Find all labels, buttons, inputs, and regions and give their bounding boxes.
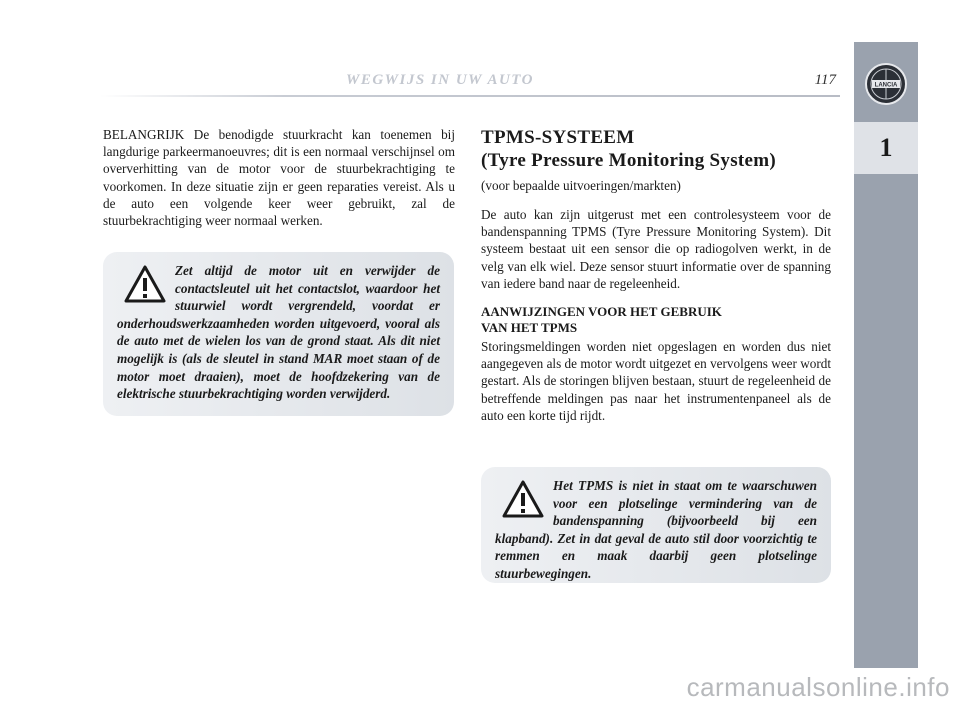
section-title xyxy=(481,126,831,172)
usage-heading-line1: AANWIJZINGEN VOOR HET GEBRUIK xyxy=(481,304,722,320)
tpms-description-paragraph: De auto kan zijn uitgerust met een controlesysteem voor de bandenspanning TPMS (Tyre Pressure Monitoring System). Dit systeem bestaat uit een sensor die op radiogolven werkt, in de velg van elk wiel. Deze sensor stuurt informatie over de spanning van iedere band naar de regeleenheid. xyxy=(481,207,831,291)
usage-instructions-paragraph: Storingsmeldingen worden niet opgeslagen en worden dus niet aangegeven als de motor wordt uitgezet en vervolgens weer wordt gestart. Als de storingen blijven bestaan, stuurt de regeleenheid de betreffende meldingen pas naar het instrumentenpaneel als de auto een korte tijd rijdt. xyxy=(481,339,831,423)
section-title-line1: TPMS-SYSTEEM xyxy=(481,127,635,148)
warning-triangle-icon xyxy=(501,479,545,519)
right-column xyxy=(481,126,831,424)
warning-box-tpms xyxy=(481,467,831,583)
section-title-line2: (Tyre Pressure Monitoring System) xyxy=(481,150,777,171)
header-rule xyxy=(100,95,840,97)
running-header-title: WEGWIJS IN UW AUTO xyxy=(345,72,534,88)
usage-heading-line2: VAN HET TPMS xyxy=(481,320,578,336)
warning-text-tpms: Het TPMS is niet in staat om te waarschuwen voor een plotselinge vermindering van de bandenspanning (bijvoorbeeld bij een klapband). Zet in dat geval de auto stil door voorzichtig te remmen en maak daarbij geen plotselinge stuurbewegingen. xyxy=(495,478,817,581)
watermark: carmanualsonline.info xyxy=(686,672,950,702)
warning-box-engine-off xyxy=(103,252,454,416)
page-number: 117 xyxy=(814,72,836,88)
warning-text-engine-off: Zet altijd de motor uit en verwijder de contactsleutel uit het contactslot, waardoor het stuurwiel wordt vergrendeld, voordat er onderhoudswerkzaamheden worden uitgevoerd, vooral als de auto met de wielen los van de grond staat. Als dit niet mogelijk is (als de sleutel in stand MAR moet staan of de motor moet draaien), moet de hoofdzekering van de elektrische stuurbekrachtiging worden verwijderd. xyxy=(117,263,440,402)
section-subtitle: (voor bepaalde uitvoeringen/markten) xyxy=(481,178,681,193)
lancia-logo-icon xyxy=(864,62,908,106)
usage-instructions-heading xyxy=(481,304,831,336)
warning-triangle-icon xyxy=(123,264,167,304)
chapter-number: 1 xyxy=(854,122,918,174)
important-note-paragraph: BELANGRIJK De benodigde stuurkracht kan toenemen bij langdurige parkeermanoeuvres; dit is een normaal verschijnsel om oververhitting van de motor voor de stuurbekrachtiging te voorkomen. In deze situatie zijn er geen reparaties vereist. Als u de auto een volgende keer weer gebruikt, zal de stuurbekrachtiging weer normaal werken. xyxy=(103,127,455,229)
logo-text: LANCIA xyxy=(874,82,898,89)
left-column xyxy=(103,126,455,229)
